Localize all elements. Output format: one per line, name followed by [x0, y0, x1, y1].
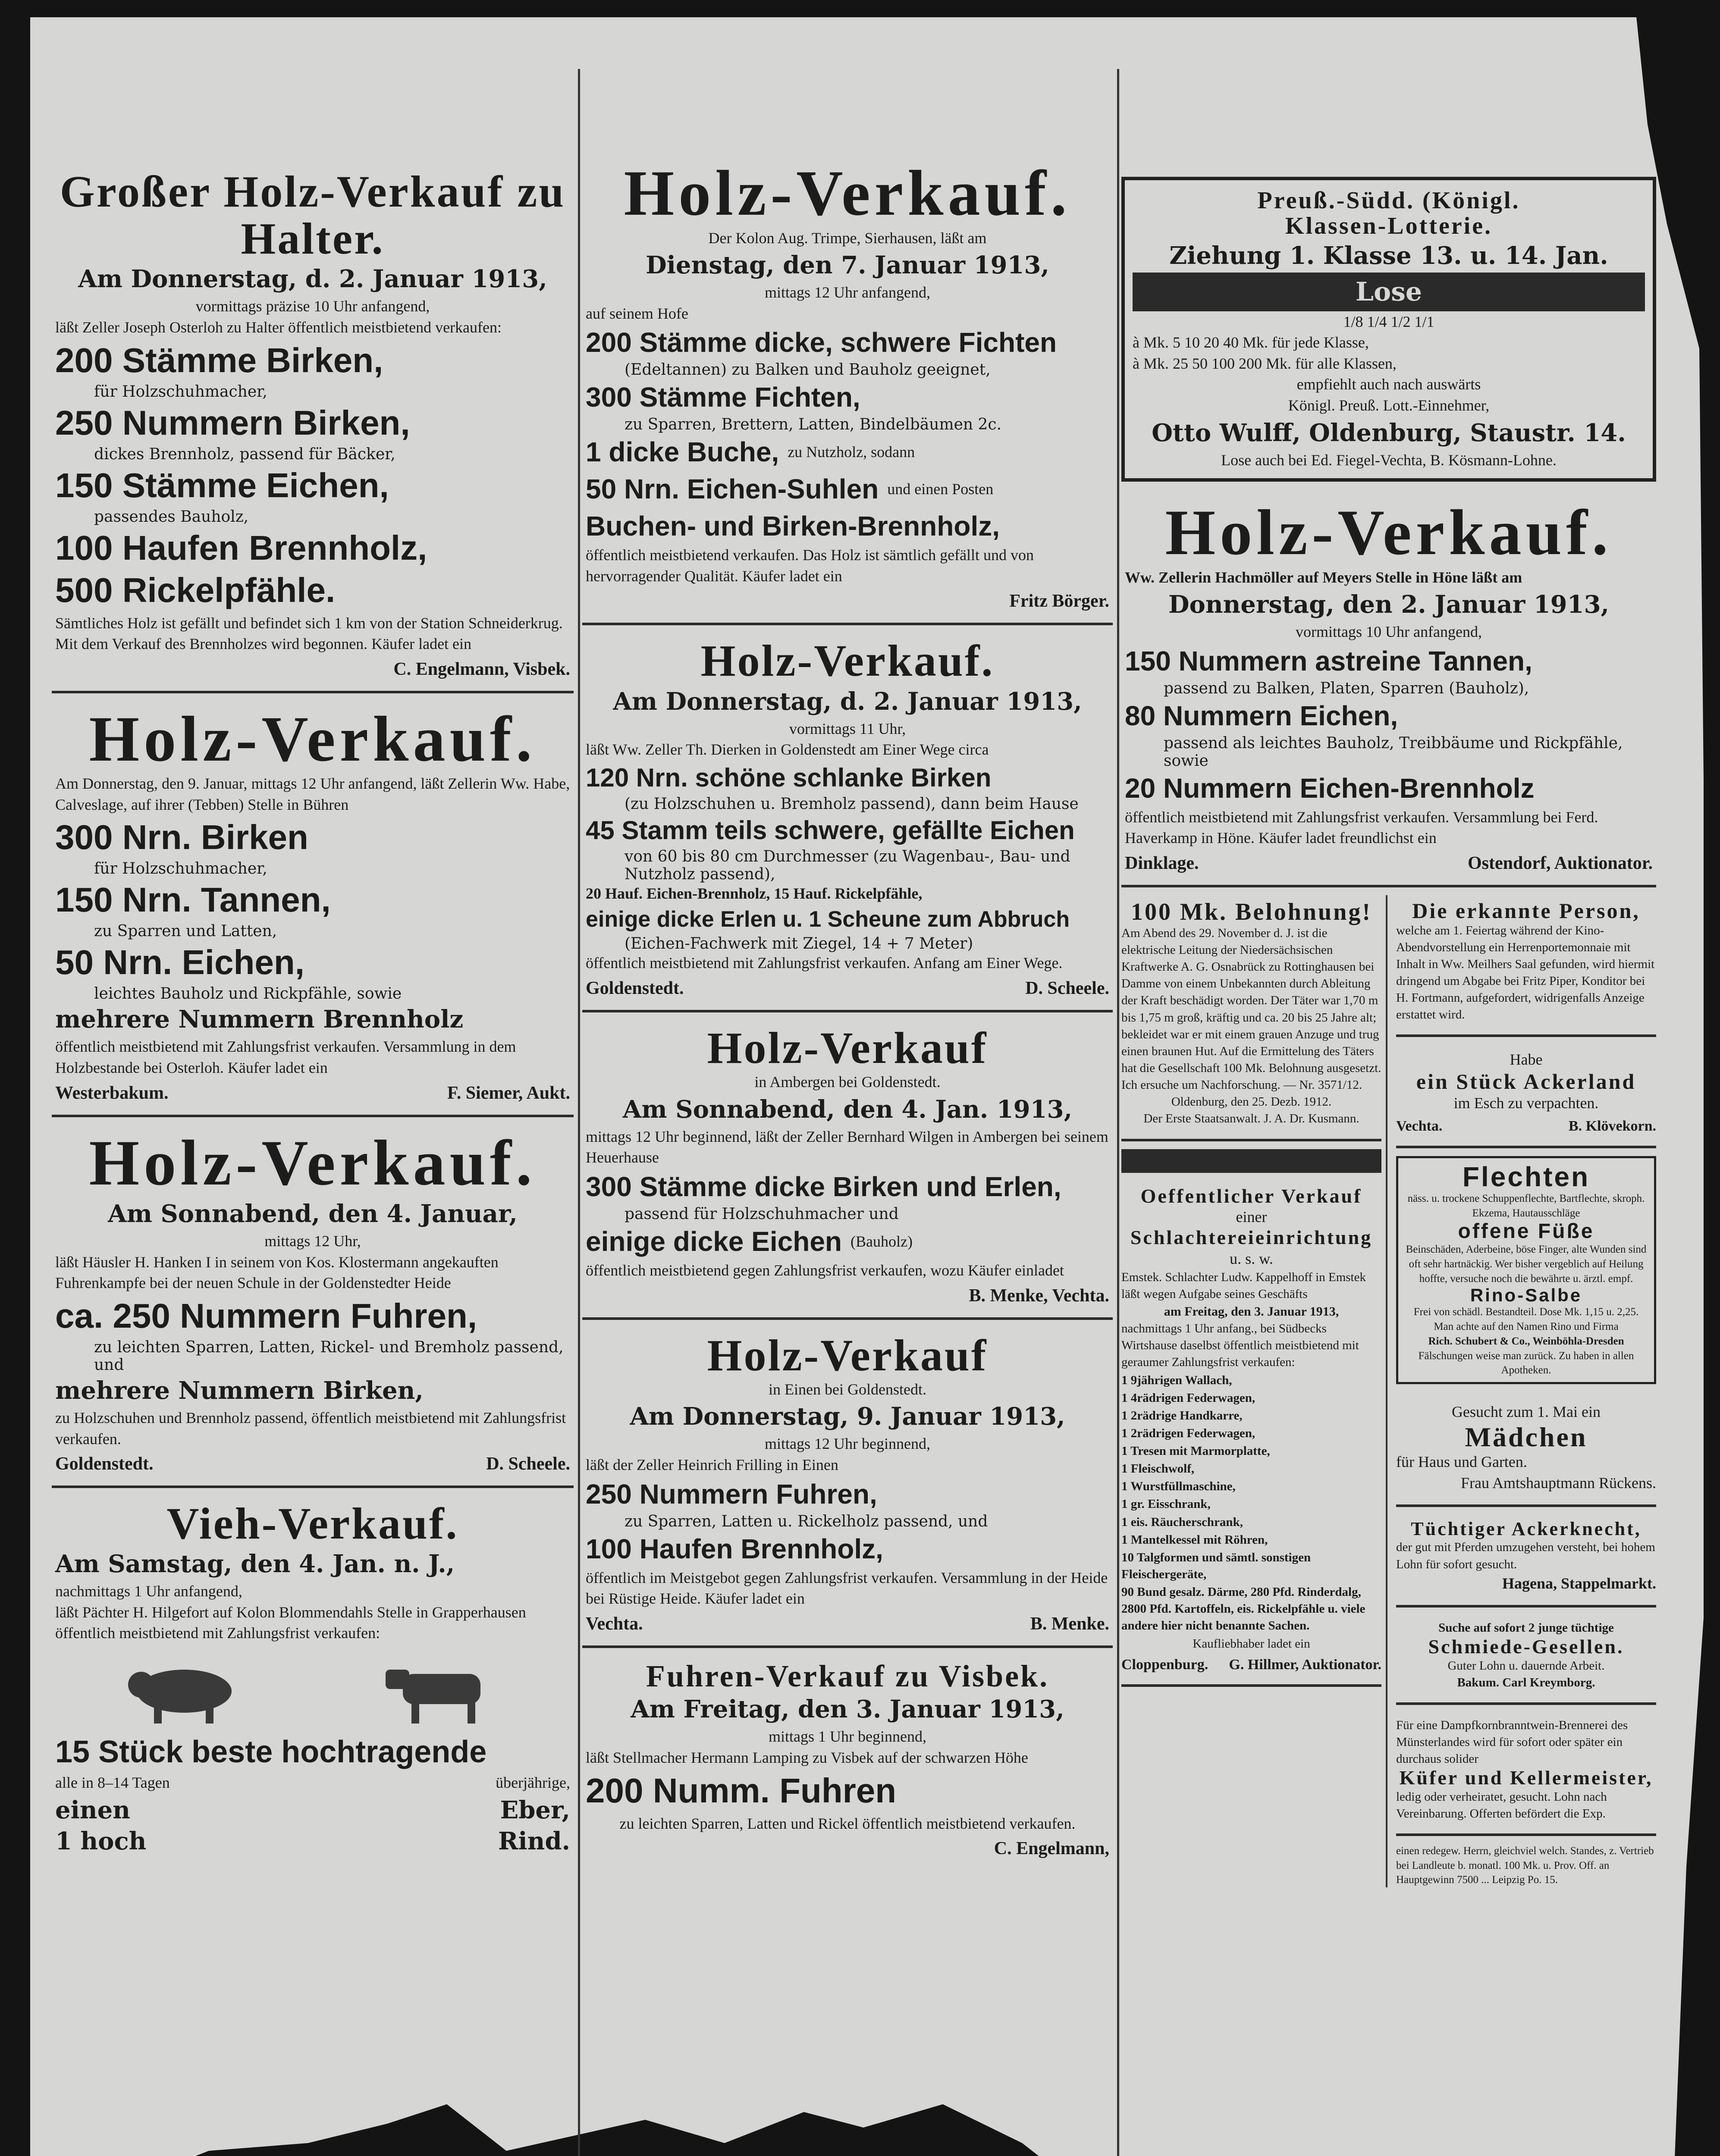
ad-place: Goldenstedt.: [586, 978, 684, 999]
ads-two-column: [1121, 895, 1656, 1887]
item-qty: 1 dicke Buche,: [586, 436, 779, 468]
ad-footer: öffentlich meistbietend mit Zahlungsfrist verkaufen. Anfang am Einer Wege.: [586, 954, 1063, 972]
ad-intro: läßt Pächter H. Hilgefort auf Kolon Blommendahls Stelle in Grapperhausen öffentlich meistbietend mit Zahlungsfrist verkaufen:: [55, 1603, 526, 1642]
item-qty: 50 Nrn. Eichen,: [55, 943, 304, 982]
ad-title: Flechten: [1462, 1161, 1590, 1193]
ad-title: Holz-Verkauf.: [700, 636, 995, 686]
item-note: zu Sparren und Latten,: [94, 922, 277, 940]
lottery-banner: Lose: [1133, 273, 1645, 311]
item-qty: Buchen- und Birken-Brennholz,: [586, 511, 1000, 542]
list-item: 1 Tresen mit Marmorplatte,: [1121, 1444, 1270, 1458]
item-qty: 300 Stämme dicke Birken und Erlen,: [586, 1171, 1061, 1202]
ad-location: in Ambergen bei Goldenstedt.: [754, 1073, 941, 1091]
item-qty: 500 Rickelpfähle.: [55, 570, 336, 609]
ad-habe: [52, 701, 574, 1117]
lottery-dealer-title: Königl. Preuß. Lott.-Einnehmer,: [1288, 396, 1490, 414]
column-rule: [578, 69, 580, 2156]
ad-text: Frei von schädl. Bestandteil. Dose Mk. 1,15 u. 2,25. Man achte auf den Namen Rino und Firma: [1413, 1306, 1639, 1333]
list-item: 1 2rädrigen Federwagen,: [1121, 1426, 1255, 1440]
list-item: 1 Fleischwolf,: [1121, 1462, 1195, 1476]
ad-frilling: [582, 1328, 1113, 1648]
ad-footer: öffentlich im Meistgebot gegen Zahlungsfrist verkaufen. Versammlung in der Heide bei Rüstige Heide. Käufer ladet ein: [586, 1569, 1108, 1608]
ad-intro: Emstek. Schlachter Ludw. Kappelhoff in Emstek läßt wegen Aufgabe seines Geschäfts: [1121, 1270, 1366, 1301]
item-note: passend für Holzschuhmacher und: [625, 1205, 899, 1223]
ad-intro: läßt Häusler H. Hanken I in seinem von Kos. Klostermann angekauften Fuhrenkampfe bei der neuen Schule in der Goldenstedter Heide: [55, 1253, 499, 1292]
ad-title: Die erkannte Person,: [1412, 899, 1640, 923]
ad-intro: Suche auf sofort 2 junge tüchtige: [1438, 1621, 1614, 1635]
ad-hachmoeller: [1121, 495, 1656, 887]
item-qty: 250 Nummern Birken,: [55, 403, 410, 442]
ad-footer: zu Holzschuhen und Brennholz passend, öffentlich meistbietend mit Zahlungsfrist verkaufen.: [55, 1409, 566, 1448]
ad-intro: läßt der Zeller Heinrich Frilling in Einen: [586, 1456, 838, 1473]
ad-signature: F. Siemer, Aukt.: [447, 1083, 570, 1103]
subcolumn-left: [1121, 895, 1387, 1887]
ad-title: Küfer und Kellermeister,: [1399, 1767, 1653, 1789]
item-note: (zu Holzschuhen u. Bremholz passend), dann beim Hause: [625, 795, 1079, 813]
ad-intro: mittags 12 Uhr beginnend, läßt der Zeller Bernhard Wilgen in Ambergen bei seinem Heuerhause: [586, 1128, 1108, 1166]
ad-place: Westerbakum.: [55, 1083, 169, 1103]
ad-date: am Freitag, den 3. Januar 1913,: [1164, 1304, 1339, 1319]
ad-signature: Bakum. Carl Kreymborg.: [1457, 1675, 1595, 1689]
ad-main: 200 Numm. Fuhren: [586, 1771, 897, 1810]
ad-signature: D. Scheele.: [1025, 978, 1109, 999]
list-item: 1 Wurstfüllmaschine,: [1121, 1479, 1236, 1494]
list-item: 1 9jährigen Wallach,: [1121, 1373, 1232, 1387]
ad-person: [1396, 895, 1656, 1037]
ad-title: Holz-Verkauf.: [89, 1127, 537, 1199]
ad-date: Am Sonnabend, den 4. Jan. 1913,: [622, 1095, 1073, 1124]
ad-intro: läßt Zeller Joseph Osterloh zu Halter öffentlich meistbietend verkaufen:: [55, 318, 502, 336]
ad-extra: mehrere Nummern Birken,: [55, 1376, 424, 1405]
ad-time: vormittags 11 Uhr,: [789, 720, 906, 737]
item-note: für Holzschuhmacher,: [94, 860, 267, 878]
ad-sub: einer: [1236, 1208, 1267, 1225]
product-name: Rino-Salbe: [1470, 1285, 1582, 1306]
ad-place: Vechta.: [586, 1614, 643, 1634]
lottery-note: empfiehlt auch nach auswärts: [1296, 376, 1481, 393]
ad-title: Holz-Verkauf: [707, 1330, 988, 1380]
item-qty: 20 Hauf. Eichen-Brennholz, 15 Hauf. Rickelpfähle,: [586, 884, 923, 902]
list-item: 1 eis. Räucherschrank,: [1121, 1515, 1243, 1529]
ad-footer: Sämtliches Holz ist gefällt und befindet sich 1 km von der Station Schneiderkrug. Mit dem Verkauf des Brennholzes wird begonnen. Käufer ladet ein: [55, 614, 563, 653]
column-rule: [1117, 69, 1119, 2156]
ad-fuhren: [582, 1656, 1113, 1870]
list-item: 1 2rädrige Handkarre,: [1121, 1408, 1243, 1423]
ad-signature: G. Hillmer, Auktionator.: [1229, 1656, 1381, 1673]
ad-trimpe: [582, 155, 1113, 625]
ad-time: mittags 12 Uhr anfangend,: [765, 284, 930, 301]
cattle-illustration: [377, 1652, 506, 1726]
ad-signature: Hagena, Stappelmarkt.: [1502, 1574, 1656, 1592]
item-qty: 20 Nummern Eichen-Brennholz: [1125, 772, 1535, 804]
ad-time: nachmittags 1 Uhr anfangend,: [55, 1583, 242, 1600]
ad-belohnung: [1121, 895, 1381, 1141]
ad-intro: Der Kolon Aug. Trimpe, Sierhausen, läßt am: [708, 229, 987, 247]
ad-title: Holz-Verkauf.: [1165, 497, 1613, 569]
item-qty: 150 Nrn. Tannen,: [55, 881, 331, 919]
ad-intro: Habe: [1510, 1051, 1543, 1069]
ad-signature: Ostendorf, Auktionator.: [1467, 853, 1653, 874]
item-qty: 300 Stämme Fichten,: [586, 382, 860, 413]
ad-flechten: [1396, 1156, 1656, 1384]
ad-intro: läßt Stellmacher Hermann Lamping zu Visbek auf der schwarzen Höhe: [586, 1749, 1028, 1766]
ad-signature: C. Engelmann,: [994, 1839, 1109, 1859]
list-item: 1 4rädrigen Federwagen,: [1121, 1391, 1255, 1405]
ad-title: Preuß.-Südd. (Königl.: [1257, 187, 1520, 214]
ad-dierken: [582, 633, 1113, 1012]
ad-date: Am Freitag, den 3. Januar 1913,: [631, 1695, 1064, 1724]
item-note: (Bauholz): [851, 1232, 913, 1250]
item-qty: 200 Stämme dicke, schwere Fichten: [586, 327, 1057, 358]
ad-date: Oldenburg, den 25. Dezb. 1912.: [1171, 1095, 1332, 1109]
item-note: von 60 bis 80 cm Durchmesser (zu Wagenbau-, Bau- und Nutzholz passend),: [625, 847, 1070, 883]
fragment-text: Rind.: [498, 1827, 570, 1855]
item-qty: 300 Nrn. Birken: [55, 818, 308, 857]
ad-footer: Kaufliebhaber ladet ein: [1193, 1636, 1310, 1651]
ad-time: vormittags 10 Uhr anfangend,: [1296, 623, 1482, 641]
ad-title-2: Schlachtereieinrichtung: [1130, 1226, 1373, 1249]
ad-intro: Am Donnerstag, den 9. Januar, mittags 12 Uhr anfangend, läßt Zellerin Ww. Habe, Calveslage, auf ihrer (Tebben) Stelle in Bühren: [55, 775, 570, 813]
item-qty: 80 Nummern Eichen,: [1125, 700, 1398, 731]
item-qty: 120 Nrn. schöne schlanke Birken: [586, 763, 992, 792]
maker-name: Rich. Schubert & Co., Weinböhla-Dresden: [1428, 1335, 1624, 1347]
ad-schmiede: [1396, 1615, 1656, 1705]
black-bar: [1121, 1149, 1381, 1173]
sale-items-list: [1121, 1372, 1381, 1635]
ad-signature: C. Engelmann, Visbek.: [393, 659, 570, 679]
subcolumn-right: [1396, 895, 1656, 1887]
item-note: leichtes Bauholz und Rickpfähle, sowie: [94, 985, 402, 1003]
item-qty: einige dicke Eichen: [586, 1226, 842, 1257]
column-left: [52, 164, 574, 2156]
ad-text: Am Abend des 29. November d. J. ist die elektrische Leitung der Niedersächsischen Kraftwerke A. G. Osnabrück zu Rottinghausen bei Damme von einem Unbekannten durch Ableitung der Kraft beschädigt worden. Der Täter war 1,70 m bis 1,75 m groß, kräftig und ca. 20 bis 25 Jahre alt; bekleidet war er mit einem grauen Anzuge und trug einen braunen Hut. Auf die Ermittelung des Täters hat die Gesellschaft 100 Mk. Belohnung ausgesetzt. Ich ersuche um Nachforschung. — Nr. 3571/12.: [1121, 926, 1381, 1092]
ad-signature: B. Menke.: [1030, 1614, 1109, 1634]
ad-date: Am Donnerstag, d. 2. Januar 1913,: [613, 687, 1082, 716]
fragment-text: einen: [55, 1796, 130, 1824]
ad-title: ein Stück Ackerland: [1416, 1069, 1636, 1094]
lottery-fractions: 1/8 1/4 1/2 1/1: [1343, 313, 1434, 330]
item-qty: 50 Nrn. Eichen-Suhlen: [586, 473, 879, 505]
ad-intro: Ww. Zellerin Hachmöller auf Meyers Stelle in Höne läßt am: [1125, 568, 1522, 586]
ad-main: ca. 250 Nummern Fuhren,: [55, 1296, 477, 1335]
ad-time: mittags 12 Uhr beginnend,: [765, 1435, 930, 1453]
item-note: passend als leichtes Bauholz, Treibbäume und Rickpfähle, sowie: [1164, 734, 1623, 770]
ad-date: Dienstag, den 7. Januar 1913,: [646, 251, 1049, 280]
ad-footer: öffentlich meistbietend mit Zahlungsfrist verkaufen. Versammlung bei Ferd. Haverkamp in Höne. Käufer ladet freundlichst ein: [1125, 808, 1598, 847]
ad-title: Großer Holz-Verkauf zu Halter.: [60, 167, 566, 264]
list-item: 90 Bund gesalz. Därme, 280 Pfd. Rinderdalg, 2800 Pfd. Kartoffeln, eis. Rickelpfähle u. viele andere hier nicht benannte Sachen.: [1121, 1585, 1365, 1633]
ad-location: in Einen bei Goldenstedt.: [769, 1380, 926, 1398]
ad-intro: läßt Ww. Zeller Th. Dierken in Goldenstedt am Einer Wege circa: [586, 741, 989, 758]
item-note: passend zu Balken, Platen, Sparren (Bauholz),: [1164, 679, 1529, 697]
ad-main: 15 Stück beste hochtragende: [55, 1735, 487, 1770]
ad-signature: B. Klövekorn.: [1568, 1118, 1656, 1134]
list-item: 10 Talgformen und sämtl. sonstigen Fleischergeräte,: [1121, 1550, 1311, 1582]
ad-text: welche am 1. Feiertag während der Kino-Abendvorstellung ein Herrenportemonnaie mit Inhalt in Ww. Meilhers Saal gefunden, wird hiermit dringend um Abgabe bei Fritz Piper, Konditor bei H. Fortmann, aufgefordert, widrigenfalls Anzeige erstattet wird.: [1396, 923, 1655, 1022]
list-item: 1 gr. Eisschrank,: [1121, 1497, 1211, 1511]
item-note: zu Sparren, Latten u. Rickelholz passend, und: [625, 1512, 988, 1530]
ad-note: für Haus und Garten.: [1396, 1453, 1527, 1471]
ad-title: Holz-Verkauf.: [89, 703, 537, 775]
pig-illustration: [119, 1652, 249, 1726]
ad-place: Dinklage.: [1125, 853, 1199, 874]
ad-time: vormittags präzise 10 Uhr anfangend,: [195, 298, 430, 315]
list-item: 1 Mantelkessel mit Röhren,: [1121, 1532, 1268, 1547]
ad-text: der gut mit Pferden umzugehen versteht, bei hohem Lohn für sofort gesucht.: [1396, 1540, 1655, 1571]
lottery-prices: à Mk. 25 50 100 200 Mk. für alle Klassen,: [1133, 354, 1397, 372]
ad-text: Fälschungen weise man zurück. Zu haben in allen Apotheken.: [1418, 1350, 1634, 1376]
ad-note: im Esch zu verpachten.: [1453, 1094, 1599, 1112]
ad-title: Vieh-Verkauf.: [166, 1499, 459, 1549]
item-note: für Holzschuhmacher,: [94, 382, 267, 401]
ad-title: Holz-Verkauf.: [624, 157, 1071, 229]
ad-date: Am Samstag, den 4. Jan. n. J.,: [55, 1550, 455, 1579]
ad-keller: [1396, 1713, 1656, 1836]
item-qty: einige dicke Erlen u. 1 Scheune zum Abbruch: [586, 907, 1070, 932]
ad-signature: B. Menke, Vechta.: [969, 1285, 1109, 1306]
ad-title: Tüchtiger Ackerknecht,: [1411, 1518, 1642, 1540]
ad-place: Cloppenburg.: [1121, 1656, 1208, 1673]
ad-signature: Frau Amtshauptmann Rückens.: [1461, 1474, 1656, 1492]
ad-hanken: [52, 1125, 574, 1488]
ad-signature: D. Scheele.: [486, 1454, 570, 1474]
item-note: zu Sparren, Brettern, Latten, Bindelbäumen 2c.: [625, 416, 1002, 434]
ad-title: Mädchen: [1465, 1421, 1588, 1452]
lottery-footer: Lose auch bei Ed. Fiegel-Vechta, B. Kösmann-Lohne.: [1221, 451, 1557, 469]
ad-footer: zu leichten Sparren, Latten und Rickel öffentlich meistbietend verkaufen.: [619, 1814, 1076, 1832]
ad-time: nachmittags 1 Uhr anfang., bei Südbecks Wirtshause daselbst öffentlich meistbietend mit geraumer Zahlungsfrist verkaufen:: [1121, 1322, 1359, 1369]
item-note: (Eichen-Fachwerk mit Ziegel, 14 + 7 Meter): [625, 935, 973, 953]
item-qty: 150 Stämme Eichen,: [55, 466, 389, 505]
ad-oeffentlich: [1121, 1181, 1381, 1687]
ad-text: Beinschäden, Aderbeine, böse Finger, alte Wunden sind oft sehr hartnäckig. Wer bisher vergeblich auf Heilung hoffte, versuche noch die bewährte u. ärztl. empf.: [1406, 1244, 1647, 1285]
item-qty: 150 Nummern astreine Tannen,: [1125, 645, 1532, 677]
ad-place: Goldenstedt.: [55, 1454, 154, 1474]
ad-footer: öffentlich meistbietend mit Zahlungsfrist verkaufen. Versammlung in dem Holzbestande bei Osterloh. Käufer ladet ein: [55, 1038, 516, 1077]
ad-date: Am Donnerstag, d. 2. Januar 1913,: [78, 265, 547, 294]
ad-ackerland: [1396, 1045, 1656, 1148]
ad-date: Am Donnerstag, 9. Januar 1913,: [630, 1402, 1065, 1431]
ad-text: näss. u. trockene Schuppenflechte, Bartflechte, skroph. Ekzema, Hautausschläge: [1407, 1193, 1645, 1219]
ad-title: Schmiede-Gesellen.: [1428, 1636, 1624, 1658]
ad-intro: Gesucht zum 1. Mai ein: [1452, 1403, 1601, 1421]
ad-title: Fuhren-Verkauf zu Visbek.: [646, 1658, 1049, 1693]
item-qty: 100 Haufen Brennholz,: [586, 1533, 883, 1564]
item-qty: 100 Haufen Brennholz,: [55, 528, 427, 567]
ad-lotterie: [1121, 177, 1656, 482]
item-note: und einen Posten: [887, 480, 994, 498]
ad-signature: Fritz Börger.: [1009, 591, 1109, 611]
ad-maedchen: [1396, 1397, 1656, 1507]
item-qty: 45 Stamm teils schwere, gefällte Eichen: [586, 815, 1075, 845]
item-note: zu leichten Sparren, Latten, Rickel- und Bremholz passend, und: [94, 1338, 564, 1374]
fragment-text: 1 hoch: [55, 1827, 147, 1855]
fragment-text: Eber,: [500, 1796, 570, 1824]
fragment-text: einen redegew. Herrn, gleichviel welch. Standes, z. Vertrieb bei Landleute b. monatl. 100 Mk. u. Prov. Off. an Hauptgewinn 7500 ... Leipzig Po. 15.: [1396, 1845, 1654, 1886]
lottery-draw: Ziehung 1. Klasse 13. u. 14. Jan.: [1169, 241, 1608, 270]
item-note: passendes Bauholz,: [94, 508, 249, 526]
ad-intro: Für eine Dampfkornbranntwein-Brennerei des Münsterlandes wird für sofort oder später ein durchaus solider: [1396, 1718, 1628, 1766]
ad-extra: mehrere Nummern Brennholz: [55, 1005, 464, 1034]
lottery-prices: à Mk. 5 10 20 40 Mk. für jede Klasse,: [1133, 334, 1369, 351]
item-note: dickes Brennholz, passend für Bäcker,: [94, 445, 395, 463]
ad-subtitle: Klassen-Lotterie.: [1285, 212, 1493, 239]
item-note: zu Nutzholz, sodann: [788, 443, 915, 461]
fragment-text: alle in 8–14 Tagen: [55, 1774, 170, 1792]
ad-time: mittags 12 Uhr,: [264, 1232, 361, 1250]
ad-sub-2: u. s. w.: [1230, 1250, 1273, 1267]
ad-title: 100 Mk. Belohnung!: [1131, 899, 1372, 926]
ad-place: Vechta.: [1396, 1118, 1443, 1134]
lottery-dealer: Otto Wulff, Oldenburg, Staustr. 14.: [1152, 418, 1626, 447]
ad-text: ledig oder verheiratet, gesucht. Lohn nach Vereinbarung. Offerten befördert die Exp.: [1396, 1789, 1607, 1821]
ad-footer: öffentlich meistbietend gegen Zahlungsfrist verkaufen, wozu Käufer einladet: [586, 1262, 1064, 1279]
ad-wilgen: [582, 1020, 1113, 1320]
ad-halter: [52, 164, 574, 693]
ad-date: Am Sonnabend, den 4. Januar,: [108, 1200, 518, 1228]
item-qty: 200 Stämme Birken,: [55, 341, 383, 379]
column-middle: [582, 155, 1113, 2156]
item-qty: 250 Nummern Fuhren,: [586, 1478, 877, 1510]
ad-place-note: auf seinem Hofe: [586, 304, 688, 322]
ad-title: Oeffentlicher Verkauf: [1140, 1185, 1362, 1207]
ad-vieh: [52, 1496, 574, 1869]
livestock-illustrations: [55, 1652, 570, 1726]
ad-title: Holz-Verkauf: [707, 1023, 988, 1073]
ad-time: mittags 1 Uhr beginnend,: [769, 1728, 926, 1745]
ad-ackerknecht: [1396, 1515, 1656, 1608]
item-note: (Edeltannen) zu Balken und Bauholz geeignet,: [625, 361, 991, 379]
ad-footer: öffentlich meistbietend verkaufen. Das Holz ist sämtlich gefällt und von hervorragender Qualität. Käufer ladet ein: [586, 546, 1034, 585]
ad-title-2: offene Füße: [1458, 1219, 1594, 1243]
ad-note: Guter Lohn u. dauernde Arbeit.: [1447, 1658, 1605, 1673]
ad-date: Donnerstag, den 2. Januar 1913,: [1168, 590, 1610, 619]
ad-signature: Der Erste Staatsanwalt. J. A. Dr. Kusmann.: [1143, 1112, 1359, 1126]
fragment-text: überjährige,: [496, 1774, 570, 1792]
column-right: [1121, 177, 1656, 2156]
